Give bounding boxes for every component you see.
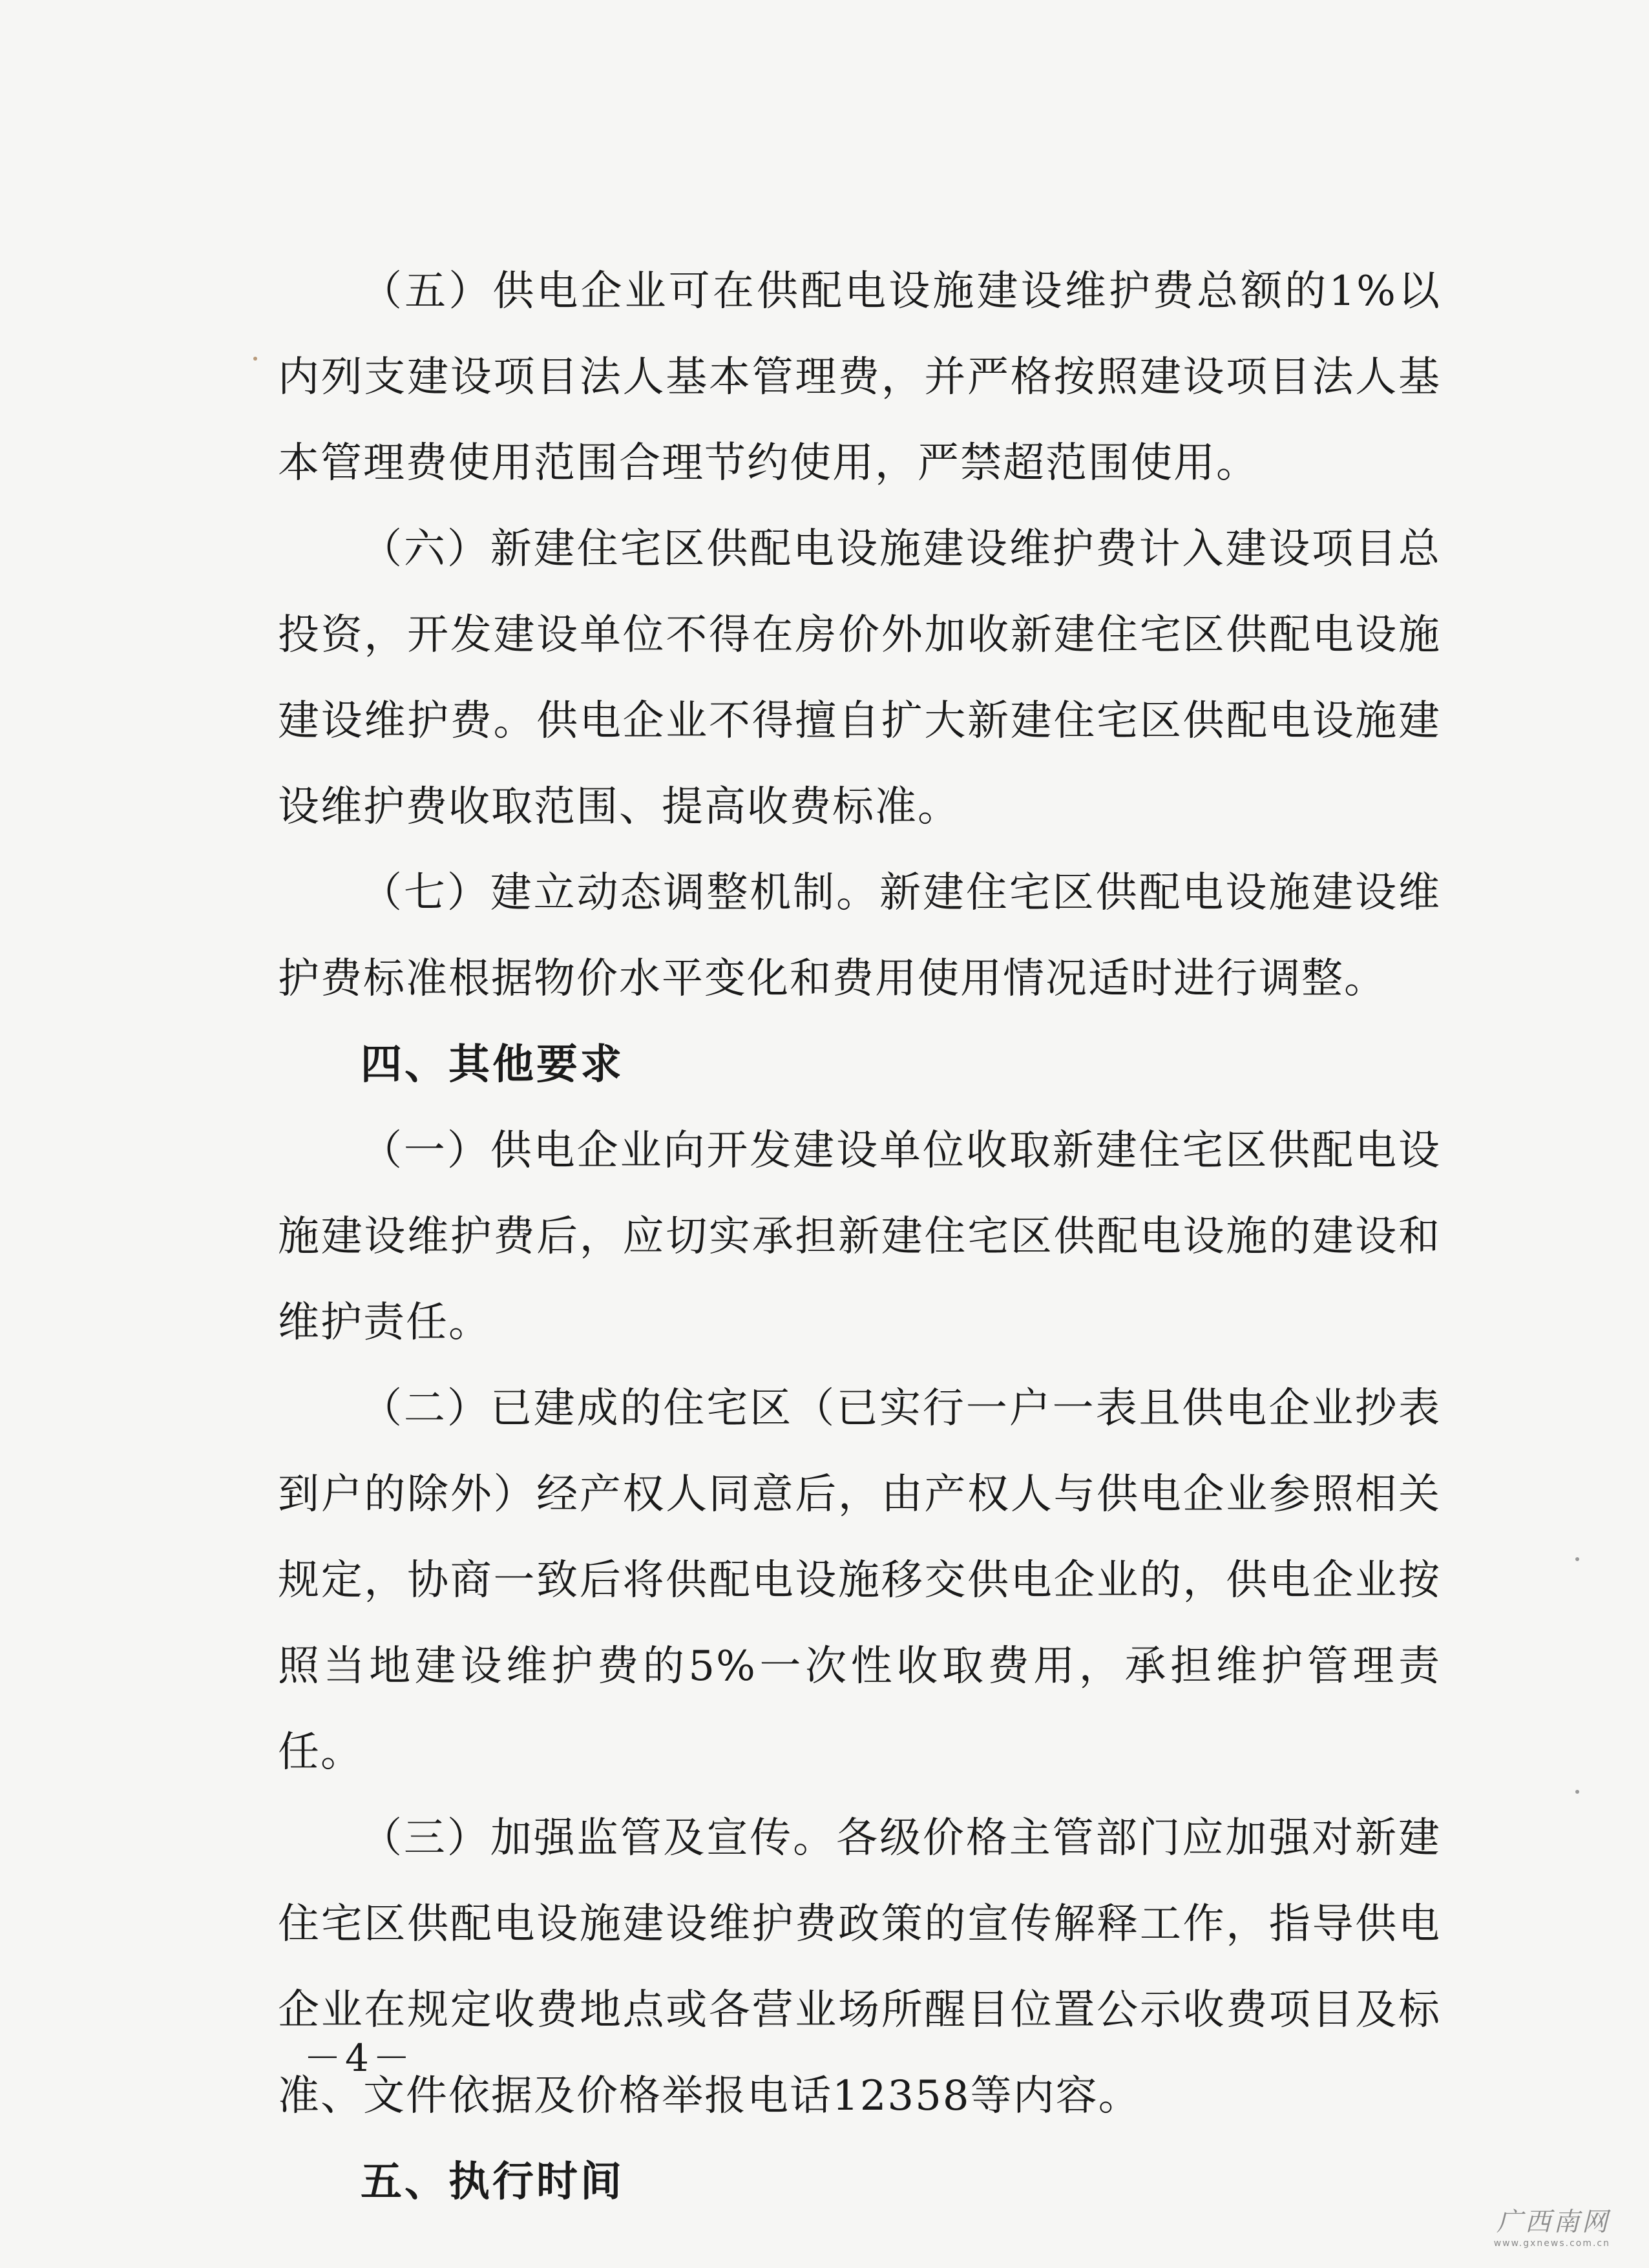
watermark-url: www.gxnews.com.cn: [1493, 2238, 1610, 2249]
paragraph-7-adjustment: （七）建立动态调整机制。新建住宅区供配电设施建设维护费标准根据物价水平变化和费用使用情况适时进行调整。: [278, 869, 1441, 1003]
document-body: [278, 249, 1441, 2225]
paragraph-1-responsibility: （一）供电企业向开发建设单位收取新建住宅区供配电设施建设维护费后，应切实承担新建住宅区供配电设施的建设和维护责任。: [278, 1127, 1441, 1347]
section-heading-other-requirements: 四、其他要求: [361, 1041, 624, 1089]
paragraph-6-investment: （六）新建住宅区供配电设施建设维护费计入建设项目总投资，开发建设单位不得在房价外加收新建住宅区供配电设施建设维护费。供电企业不得擅自扩大新建住宅区供配电设施建设维护费收取范围、提高收费标准。: [278, 525, 1441, 831]
watermark-text: 广西南网: [1497, 2207, 1610, 2237]
watermark-logo: [1494, 2201, 1610, 2249]
page-number: －4－: [304, 2036, 414, 2080]
paragraph-5-management-fee: （五）供电企业可在供配电设施建设维护费总额的1%以内列支建设项目法人基本管理费，并严格按照建设项目法人基本管理费使用范围合理节约使用，严禁超范围使用。: [278, 268, 1441, 487]
section-heading-effective-date: 五、执行时间: [361, 2158, 624, 2206]
paper-speck: [253, 357, 257, 361]
paragraph-2-existing-residential: （二）已建成的住宅区（已实行一户一表且供电企业抄表到户的除外）经产权人同意后，由产权人与供电企业参照相关规定，协商一致后将供配电设施移交供电企业的，供电企业按照当地建设维护费的5%一次性收取费用，承担维护管理责任。: [278, 1385, 1441, 1776]
paragraph-3-supervision: （三）加强监管及宣传。各级价格主管部门应加强对新建住宅区供配电设施建设维护费政策的宣传解释工作，指导供电企业在规定收费地点或各营业场所醒目位置公示收费项目及标准、文件依据及价格举报电话12358等内容。: [278, 1814, 1441, 2120]
paper-speck: [1575, 1557, 1579, 1561]
paper-speck: [1575, 1790, 1579, 1794]
